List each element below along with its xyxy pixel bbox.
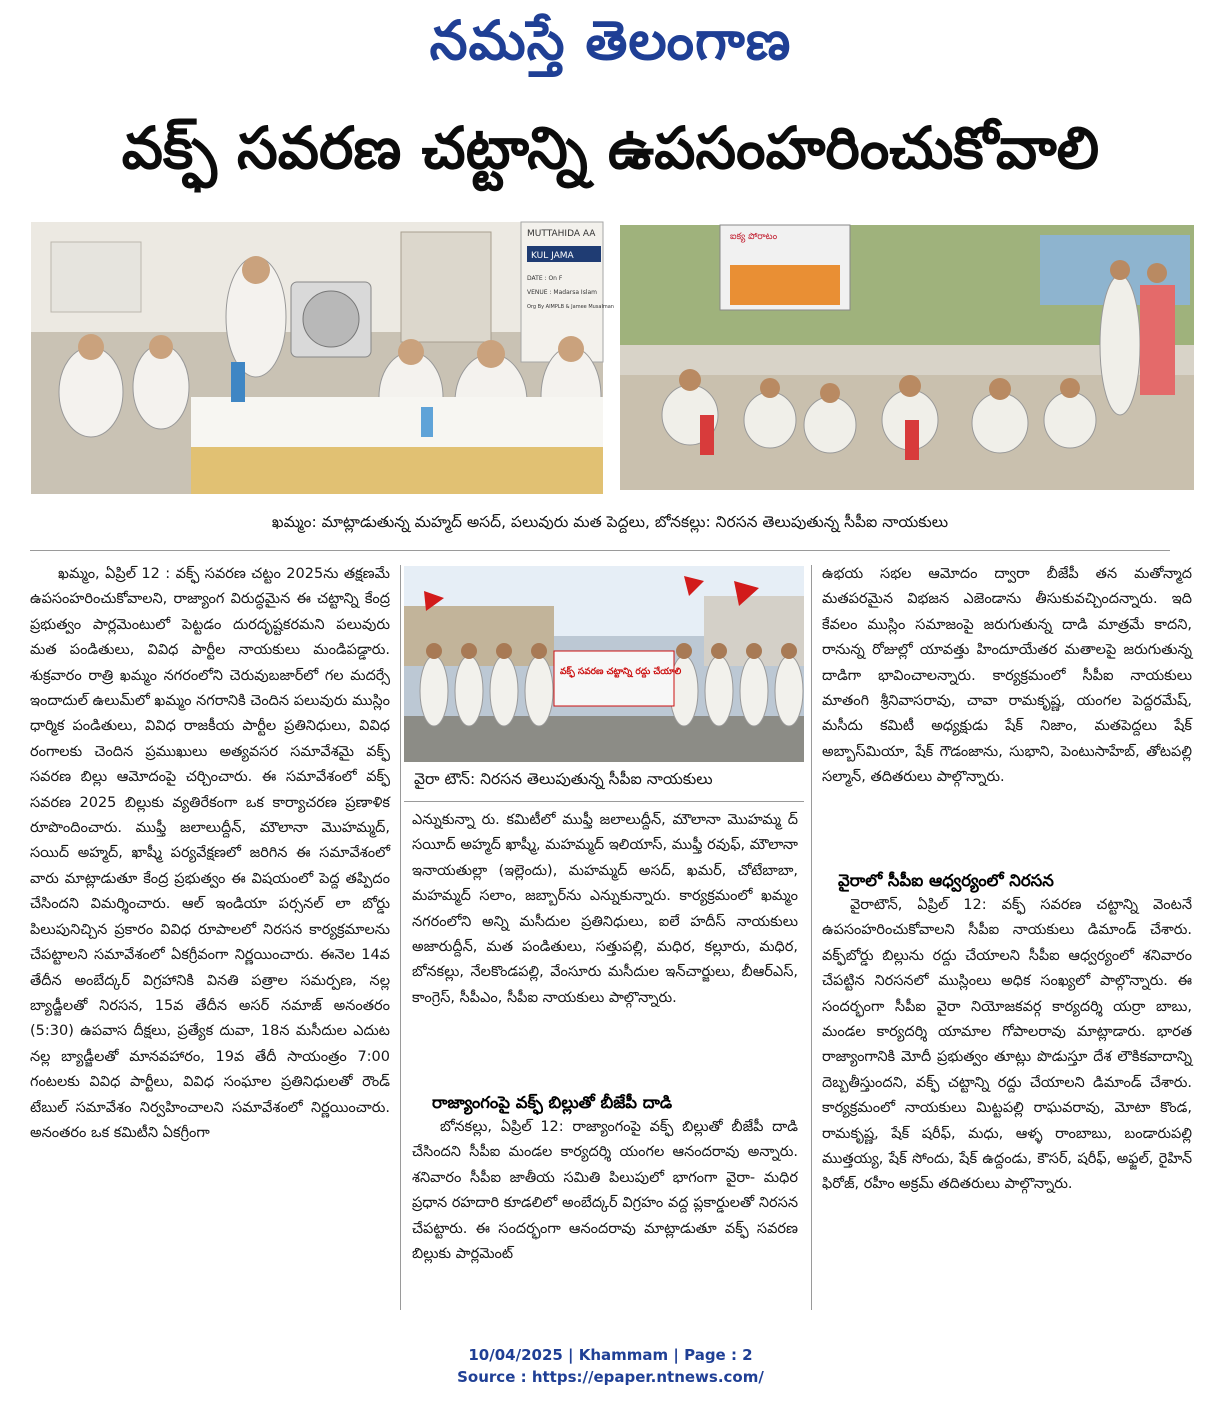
protest-photo [620,225,1194,490]
photo-caption-middle: వైరా టౌన్: నిరసన తెలుపుతున్న సీపీఐ నాయకులు [414,770,713,788]
footer-source-line: Source : https://epaper.ntnews.com/ [457,1368,764,1386]
article-body-middle-1: ఎన్నుకున్నా రు. కమిటీలో ముఫ్తీ జలాలుద్దీన్, మౌలానా మొహమ్మ ద్ సయీద్ అహ్మద్ ఖాష్మీ, మహమ్మద్ ఇలియాస్, ముఫ్తీ రవుఫ్, మౌలానా ఇనాయతుల్లా (ఇల్లెందు), మహమ్మద్ అసద్, ఖమర్, చోటేబాబా, మహమ్మద్ సలాం, జబ్బార్‌ను ఎన్నుకున్నారు. కార్యక్రమంలో ఖమ్మం నగరంలోని అన్ని మసీదుల ప్రతినిధులు, ఐలే హదీస్ నాయకులు అజారుద్దీన్, మత పండితులు, సత్తుపల్లి, మధిర, కల్లూరు, మధిర, బోనకల్లు, నేలకొండపల్లి, వేంసూరు మసీదుల ఇన్‌చార్జులు, బీఆర్‌ఎస్, కాంగ్రెస్, సీపీఎం, సీపీఐ నాయకులు పాల్గొన్నారు. [412,812,798,1006]
rally-banner-text: వక్ఫ్ సవరణ చట్టాన్ని రద్దు చేయాలి [560,667,682,677]
section-divider [30,550,1170,551]
footer-date-line: 10/04/2025 | Khammam | Page : 2 [468,1346,753,1364]
banner-line-3: DATE : On F [527,275,563,282]
article-body-left: ఖమ్మం, ఏప్రిల్ 12 : వక్ఫ్ సవరణ చట్టం 2025ను తక్షణమే ఉపసంహరించుకోవాలని, రాజ్యాంగ విరుద్ధమైన ఈ చట్టాన్ని కేంద్ర ప్రభుత్వం పార్లమెంటులో పెట్టడం దురదృష్టకరమని పలువురు మత పండితులు, వివిధ పార్టీల నాయకులు మండిపడ్డారు. శుక్రవారం రాత్రి ఖమ్మం నగరంలోని చెరువుబజార్‌లో గల మదర్సే ఇందాదుల్ ఉలుమ్‌లో ఖమ్మం నగరానికి చెందిన పలువురు ముస్లిం ధార్మిక పండితులు, వివిధ రాజకీయ పార్టీల ప్రతినిధులు, వివిధ రంగాలకు చెందిన ప్రముఖులు అత్యవసర సమావేశమై వక్ఫ్ సవరణ బిల్లు ఆమోదంపై చర్చించారు. ఈ సమావేశంలో వక్ఫ్ సవరణ 2025 బిల్లుకు వ్యతిరేకంగా ఒక కార్యాచరణ ప్రణాళిక రూపొందించారు. ముఫ్తీ జలాలుద్దీన్, మౌలానా మొహమ్మద్, సయిద్ అహ్మద్, ఖాష్మీ పర్యవేక్షణలో జరిగిన ఈ సమావేశంలో వారు మాట్లాడుతూ కేంద్ర ప్రభుత్వం ఈ విషయంలో పెద్ద తప్పిదం చేసిందని విమర్శించారు. ఆల్ ఇండియా పర్సనల్ లా బోర్డు పిలుపునిచ్చిన ప్రకారం వివిధ రూపాలలో నిరసన కార్యక్రమాలను చేపట్టాలని సమావేశంలో ఏకగ్రీవంగా నిర్ణయించారు. ఈనెల 14వ తేదీన అంబేద్కర్ విగ్రహానికి వినతి పత్రాల సమర్పణ, నల్ల బ్యాడ్జీలతో నిరసన, 15వ తేదీన అసర్ నమాజ్ అనంతరం (5:30) ఉపవాస దీక్షలు, ప్రత్యేక దువా, 18న మసీదుల ఎదుట నల్ల బ్యాడ్జీలతో మానవహారం, 19వ తేదీ సాయంత్రం 7:00 గంటలకు వివిధ పార్టీలు, వివిధ సంఘాల ప్రతినిధులతో రౌండ్ టేబుల్ సమావేశం నిర్వహించాలని సమావేశంలో నిర్ణయించారు. అనంతరం ఒక కమిటీని ఏకగ్రీంగా [30,566,390,1141]
article-body-right-1: ఉభయ సభల ఆమోదం ద్వారా బీజేపీ తన మతోన్మాద మతపరమైన విభజన ఎజెండాను తీసుకువచ్చిందన్నారు. ఇది కేవలం ముస్లిం సమాజంపై జరుగుతున్న దాడి మాత్రమే కాదని, రానున్న రోజుల్లో యావత్తు హిందూయేతర మతాలపై జరుగుతున్న దాడిగా భావించాలన్నారు. కార్యక్రమంలో సీపీఐ నాయకులు మాతంగి శ్రీనివాసరావు, చావా రామకృష్ణ, యంగల పెద్దరమేష్, మసీదు కమిటీ అధ్యక్షుడు షేక్ నిజాం, మతపెద్దలు షేక్ అబ్బాస్‌మియా, షేక్ గౌడంజాను, సుభాని, పెంటుసాహేబ్, తోటపల్లి సల్మాన్, తదితరులు పాల్గొన్నారు. [822,566,1192,786]
column-divider-right [811,565,812,1310]
article-column-right-1 [822,562,1192,867]
article-column-middle-1 [412,808,798,1088]
subhead-right: వైరాలో సీపీఐ ఆధ్వర్యంలో నిరసన [838,871,1054,890]
column-divider-left [400,565,401,1310]
caption-divider [404,801,804,802]
banner-line-4: VENUE : Madarsa Islam [527,289,598,296]
newspaper-masthead: నమస్తే తెలంగాణ [429,8,792,72]
banner-line-5: Org By AIMPLB & Jamee Musalman [527,304,614,310]
article-column-middle-2 [412,1115,798,1311]
article-body-right-2: వైరాటౌన్, ఏప్రిల్ 12: వక్ఫ్ సవరణ చట్టాన్ని వెంటనే ఉపసంహరించుకోవాలని సీపీఐ నాయకులు డిమాండ్ చేశారు. వక్ఫ్‌బోర్డు బిల్లును రద్దు చేయాలని సీపీఐ ఆధ్వర్యంలో శనివారం చేపట్టిన నిరసనలో ముస్లింలు అధిక సంఖ్యలో పాల్గొన్నారు. ఈ సందర్భంగా సీపీఐ వైరా నియోజకవర్గ కార్యదర్శి యర్రా బాబు, మండల కార్యదర్శి యామాల గోపాలరావు మాట్లాడారు. భారత రాజ్యాంగానికి మోదీ ప్రభుత్వం తూట్లు పొడుస్తూ దేశ లౌకికవాదాన్ని దెబ్బతీస్తుందని, వక్ఫ్ చట్టాన్ని రద్దు చేయాలని డిమాండ్ చేశారు. కార్యక్రమంలో నాయకులు మిట్టపల్లి రాఘవరావు, మోటా కొండ, రామకృష్ణ, షేక్ షరీఫ్, మధు, ఆళ్ళ రాంబాబు, బండారుపల్లి ముత్తయ్య, షేక్ సోందు, షేక్ ఉద్దండు, కౌసర్, షరీఫ్, అఫ్జల్, రైహిన్ ఫిరోజ్, రహీం అక్రమ్ తదితరులు పాల్గొన్నారు. [822,897,1192,1193]
article-column-right-2 [822,893,1192,1311]
article-column-left [30,562,390,1314]
meeting-photo [31,222,614,494]
subhead-middle: రాజ్యాంగంపై వక్ఫ్ బిల్లుతో బీజేపీ దాడి [432,1093,673,1112]
banner-line-2: KUL JAMA [531,251,574,261]
article-headline: వక్ఫ్ సవరణ చట్టాన్ని ఉపసంహరించుకోవాలి [121,114,1100,182]
photo-caption-top: ఖమ్మం: మాట్లాడుతున్న మహ్మద్ అసద్, పలువురు మత పెద్దలు, బోనకల్లు: నిరసన తెలుపుతున్న సీపీఐ నాయకులు [271,513,949,531]
article-body-middle-2: బోనకల్లు, ఏప్రిల్ 12: రాజ్యాంగంపై వక్ఫ్ బిల్లుతో బీజేపీ దాడి చేసిందని సీపీఐ మండల కార్యదర్శి యంగల ఆనందరావు అన్నారు. శనివారం సీపీఐ జాతీయ సమితి పిలుపులో భాగంగా వైరా- మధిర ప్రధాన రహదారి కూడలిలో అంబేద్కర్ విగ్రహం వద్ద ప్లకార్డులతో నిరసన చేపట్టారు. ఈ సందర్భంగా ఆనందరావు మాట్లాడుతూ వక్ఫ్ సవరణ బిల్లుకు పార్లమెంట్ [412,1119,798,1263]
protest-banner-text: ఐక్య పోరాటం [730,232,778,242]
banner-line-1: MUTTAHIDA AA [527,229,596,239]
rally-photo [404,566,804,762]
